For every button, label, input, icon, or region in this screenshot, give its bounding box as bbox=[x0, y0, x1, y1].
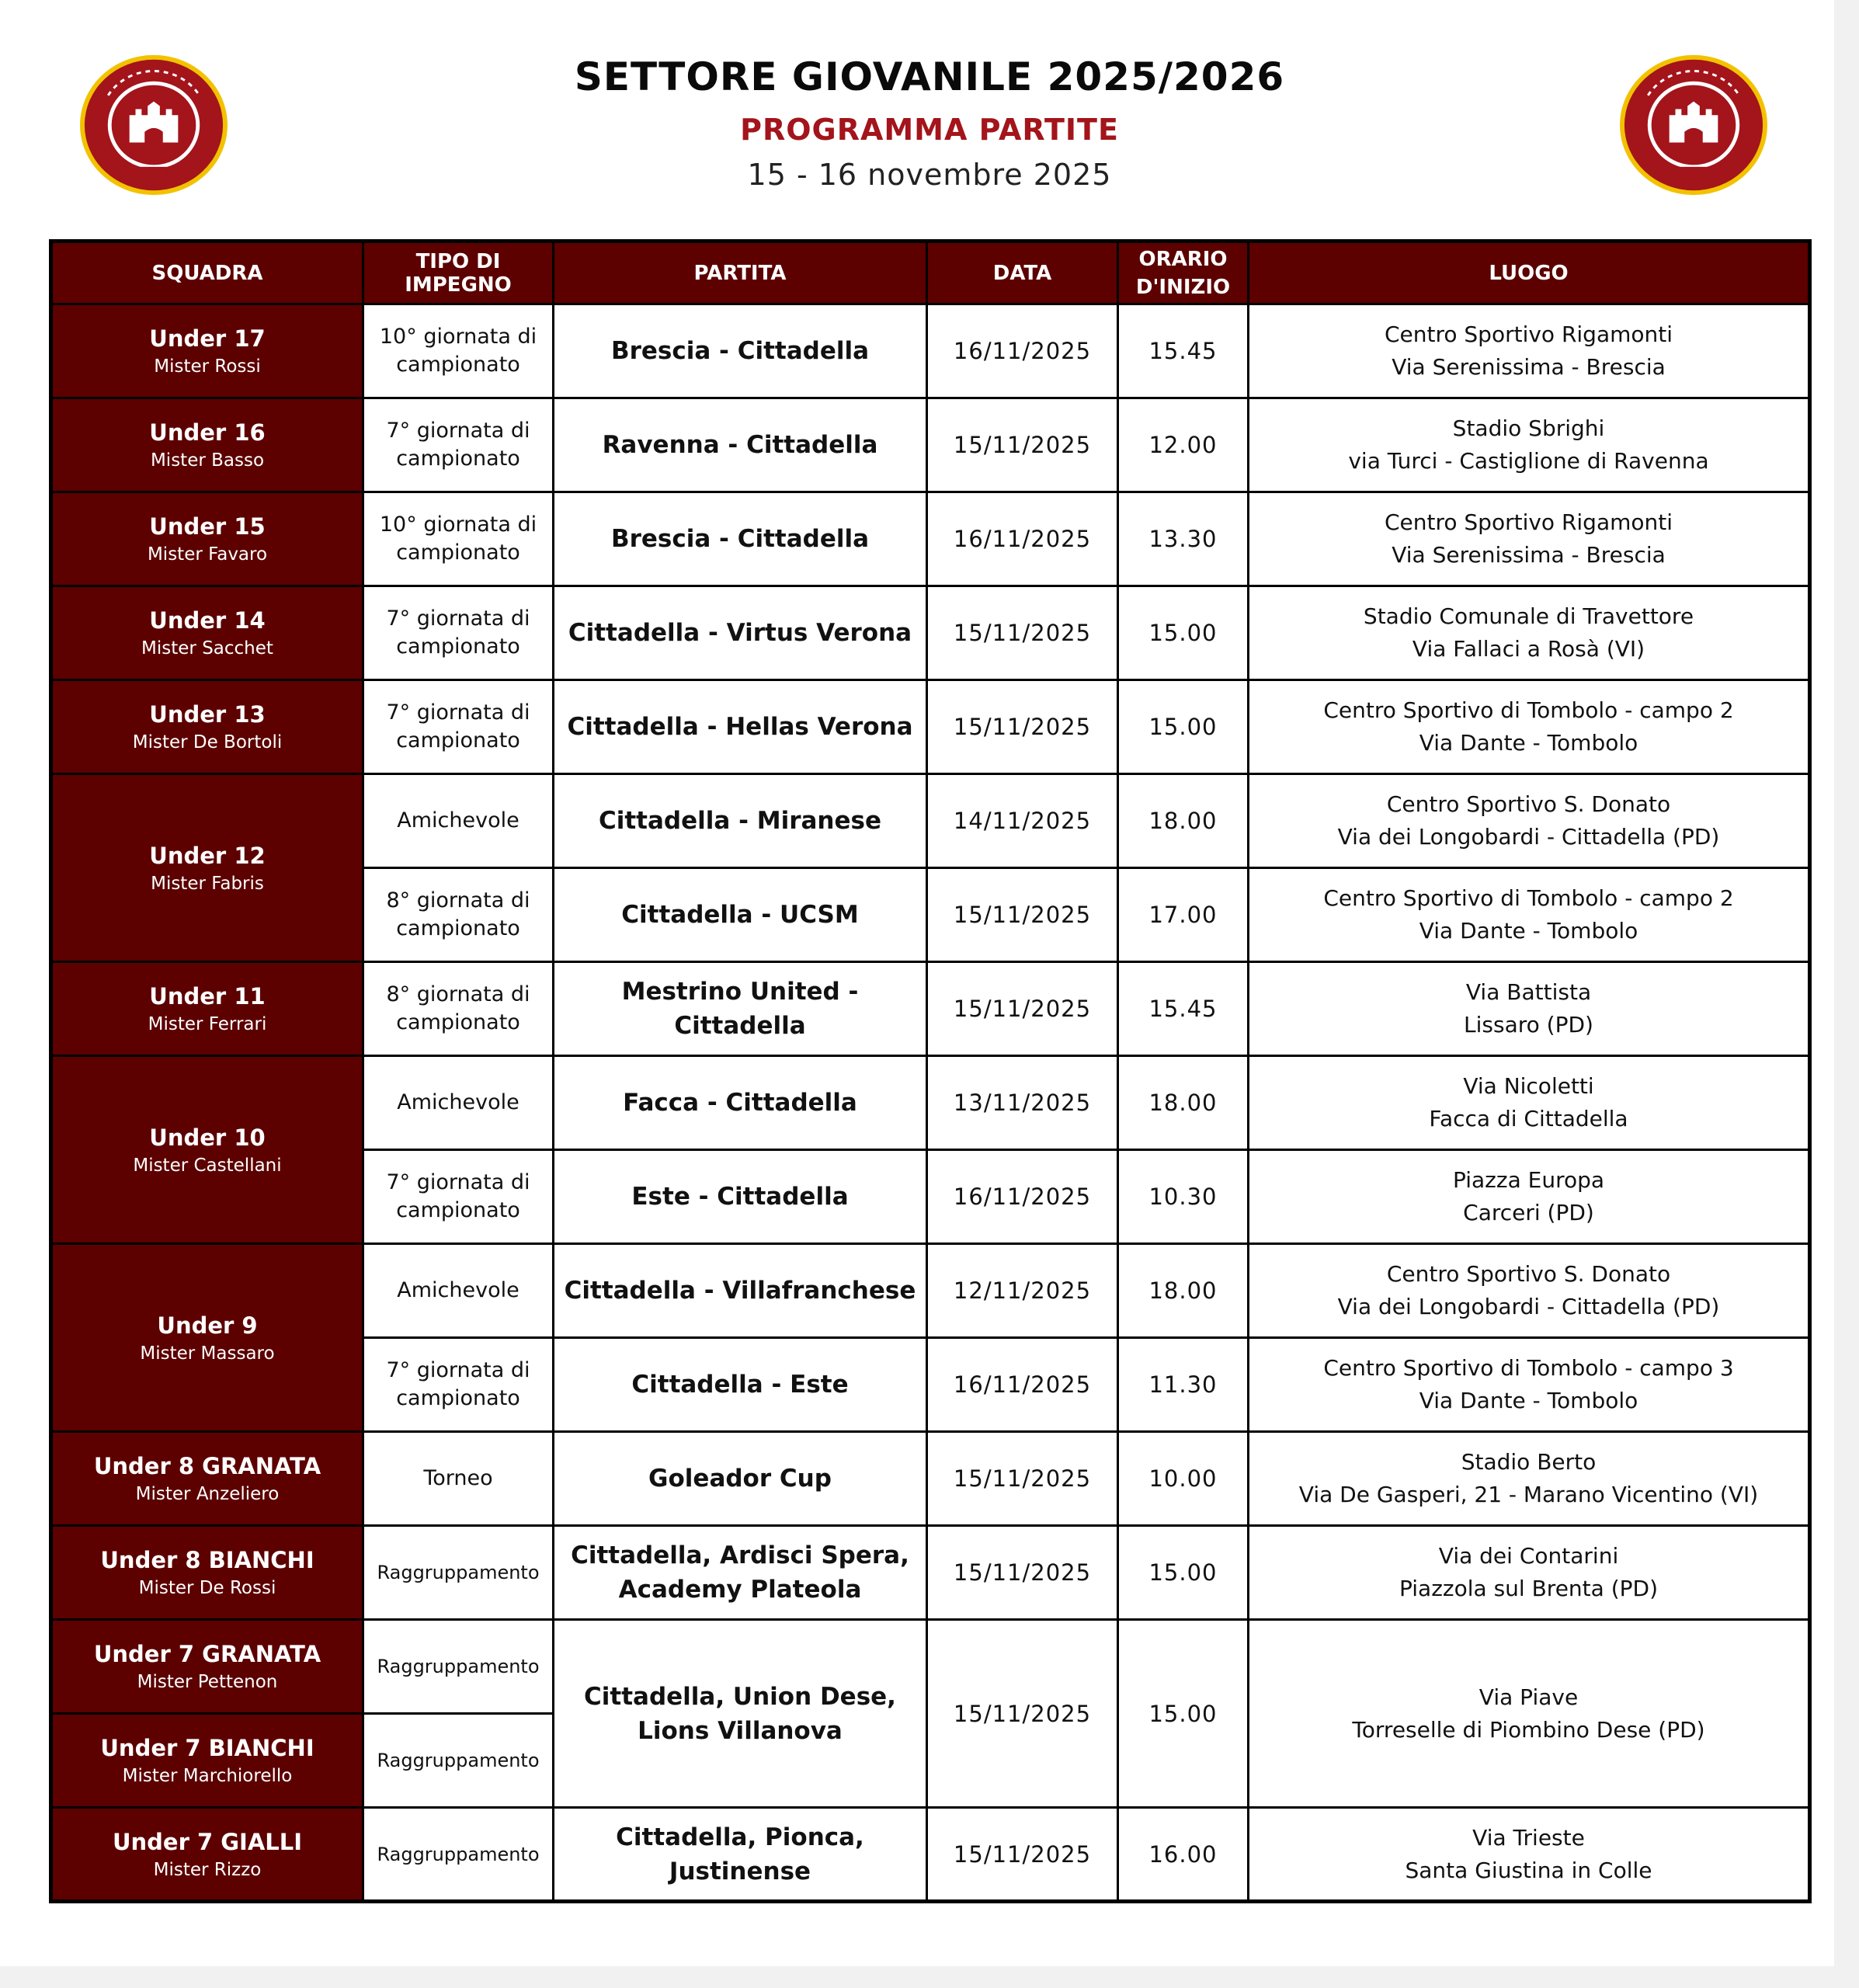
event-type bbox=[363, 1714, 554, 1808]
event-type bbox=[363, 1150, 554, 1244]
team-cell bbox=[51, 1432, 363, 1526]
event-type bbox=[363, 398, 554, 492]
venue bbox=[1249, 1620, 1810, 1808]
kickoff-time: 18.00 bbox=[1118, 1244, 1249, 1338]
page-edge-bottom bbox=[0, 1966, 1859, 1988]
match-date: 15/11/2025 bbox=[927, 680, 1118, 774]
venue bbox=[1249, 868, 1810, 962]
team-cell bbox=[51, 1526, 363, 1620]
venue bbox=[1249, 1808, 1810, 1902]
match-line1: Brescia - Cittadella bbox=[610, 525, 870, 553]
venue bbox=[1249, 304, 1810, 398]
coach-name: Mister Rizzo bbox=[153, 1859, 262, 1880]
event-type-line1: 7° giornata di bbox=[386, 419, 530, 443]
event-type-line1: 8° giornata di bbox=[386, 888, 530, 912]
event-type-line1: Amichevole bbox=[397, 1278, 519, 1302]
table-header-row bbox=[51, 242, 1810, 304]
event-type-line1: Amichevole bbox=[397, 808, 519, 832]
match-date: 15/11/2025 bbox=[927, 1432, 1118, 1526]
venue-line1: Stadio Comunale di Travettore bbox=[1363, 603, 1694, 629]
venue bbox=[1249, 962, 1810, 1056]
team-cell bbox=[51, 398, 363, 492]
venue bbox=[1249, 1150, 1810, 1244]
match bbox=[554, 1432, 927, 1526]
kickoff-time: 10.00 bbox=[1118, 1432, 1249, 1526]
venue bbox=[1249, 398, 1810, 492]
event-type-line2: campionato bbox=[396, 540, 520, 565]
kickoff-time: 15.00 bbox=[1118, 1620, 1249, 1808]
match-date: 16/11/2025 bbox=[927, 492, 1118, 586]
team-cell bbox=[51, 1714, 363, 1808]
event-type-line1: Raggruppamento bbox=[377, 1562, 540, 1583]
event-type bbox=[363, 1526, 554, 1620]
team-cell bbox=[51, 1056, 363, 1244]
venue-line2: Lissaro (PD) bbox=[1464, 1012, 1593, 1037]
event-type-line1: Torneo bbox=[423, 1466, 493, 1490]
match-line1: Cittadella, Pionca, Justinense bbox=[616, 1823, 864, 1885]
team-name: Under 7 GIALLI bbox=[112, 1828, 303, 1855]
venue-line2: Via Fallaci a Rosà (VI) bbox=[1412, 636, 1645, 662]
event-type-line1: Raggruppamento bbox=[377, 1656, 540, 1677]
venue bbox=[1249, 492, 1810, 586]
event-type-line2: campionato bbox=[396, 353, 520, 377]
venue-line2: Via Serenissima - Brescia bbox=[1392, 542, 1666, 568]
match bbox=[554, 586, 927, 680]
venue-line1: Piazza Europa bbox=[1452, 1167, 1605, 1193]
kickoff-time: 18.00 bbox=[1118, 774, 1249, 868]
match-date: 14/11/2025 bbox=[927, 774, 1118, 868]
match-date: 15/11/2025 bbox=[927, 398, 1118, 492]
team-cell bbox=[51, 774, 363, 962]
coach-name: Mister De Bortoli bbox=[132, 732, 283, 752]
venue bbox=[1249, 680, 1810, 774]
match-line1: Cittadella - Villafranchese bbox=[564, 1277, 916, 1305]
event-type bbox=[363, 868, 554, 962]
venue-line2: Torreselle di Piombino Dese (PD) bbox=[1352, 1716, 1705, 1743]
table-row bbox=[51, 304, 1810, 398]
kickoff-time: 17.00 bbox=[1118, 868, 1249, 962]
coach-name: Mister Rossi bbox=[154, 356, 261, 377]
event-type-line1: 10° giornata di bbox=[379, 325, 537, 349]
match bbox=[554, 1526, 927, 1620]
kickoff-time: 11.30 bbox=[1118, 1338, 1249, 1432]
venue bbox=[1249, 1338, 1810, 1432]
event-type-line2: campionato bbox=[396, 1386, 520, 1410]
match bbox=[554, 1620, 927, 1808]
match-date: 13/11/2025 bbox=[927, 1056, 1118, 1150]
coach-name: Mister De Rossi bbox=[138, 1578, 276, 1598]
match bbox=[554, 398, 927, 492]
match bbox=[554, 1338, 927, 1432]
kickoff-time: 15.45 bbox=[1118, 304, 1249, 398]
team-name: Under 13 bbox=[149, 701, 266, 728]
page-title: SETTORE GIOVANILE 2025/2026 bbox=[574, 54, 1285, 99]
event-type-line1: Raggruppamento bbox=[377, 1750, 540, 1771]
coach-name: Mister Pettenon bbox=[137, 1672, 278, 1692]
venue bbox=[1249, 1526, 1810, 1620]
venue-line1: Centro Sportivo Rigamonti bbox=[1384, 321, 1673, 347]
venue-line1: Via Piave bbox=[1479, 1684, 1579, 1710]
table-row bbox=[51, 1432, 1810, 1526]
team-name: Under 7 GRANATA bbox=[93, 1641, 321, 1667]
match bbox=[554, 492, 927, 586]
team-name: Under 7 BIANCHI bbox=[100, 1735, 314, 1761]
venue bbox=[1249, 586, 1810, 680]
team-name: Under 11 bbox=[149, 983, 266, 1010]
team-cell bbox=[51, 1808, 363, 1902]
table-row bbox=[51, 1808, 1810, 1902]
event-type-line2: campionato bbox=[396, 728, 520, 752]
event-type-line1: 7° giornata di bbox=[386, 700, 530, 725]
event-type-line1: 7° giornata di bbox=[386, 606, 530, 631]
venue-line2: Piazzola sul Brenta (PD) bbox=[1399, 1576, 1658, 1601]
match bbox=[554, 680, 927, 774]
match-line1: Cittadella, Ardisci Spera, bbox=[571, 1541, 909, 1569]
venue-line2: Via Dante - Tombolo bbox=[1419, 730, 1638, 756]
coach-name: Mister Marchiorello bbox=[122, 1766, 293, 1786]
venue-line2: Facca di Cittadella bbox=[1429, 1106, 1628, 1131]
venue-line1: Centro Sportivo di Tombolo - campo 2 bbox=[1323, 697, 1734, 723]
table-row bbox=[51, 1244, 1810, 1338]
table-row bbox=[51, 492, 1810, 586]
match-line1: Este - Cittadella bbox=[631, 1183, 849, 1211]
event-type-line2: campionato bbox=[396, 916, 520, 940]
event-type-line2: campionato bbox=[396, 1198, 520, 1222]
coach-name: Mister Favaro bbox=[147, 544, 268, 565]
event-type-line1: 7° giornata di bbox=[386, 1358, 530, 1382]
venue-line1: Centro Sportivo S. Donato bbox=[1386, 1261, 1671, 1287]
team-name: Under 17 bbox=[149, 325, 266, 352]
team-name: Under 14 bbox=[149, 607, 266, 634]
col-header-orario bbox=[1118, 242, 1249, 304]
match-date: 15/11/2025 bbox=[927, 586, 1118, 680]
coach-name: Mister Massaro bbox=[140, 1343, 275, 1364]
table-row bbox=[51, 774, 1810, 868]
event-type-line2: campionato bbox=[396, 634, 520, 659]
table-row bbox=[51, 680, 1810, 774]
table-row bbox=[51, 586, 1810, 680]
coach-name: Mister Fabris bbox=[151, 873, 264, 894]
event-type bbox=[363, 680, 554, 774]
table-row bbox=[51, 1526, 1810, 1620]
team-cell bbox=[51, 586, 363, 680]
page-date: 15 - 16 novembre 2025 bbox=[747, 158, 1112, 192]
match-line1: Goleador Cup bbox=[648, 1465, 832, 1493]
event-type-line1: 10° giornata di bbox=[379, 513, 537, 537]
event-type bbox=[363, 1432, 554, 1526]
team-name: Under 15 bbox=[149, 513, 266, 540]
table-row bbox=[51, 1620, 1810, 1714]
match-date: 15/11/2025 bbox=[927, 962, 1118, 1056]
venue-line2: Via Dante - Tombolo bbox=[1419, 918, 1638, 944]
match bbox=[554, 1244, 927, 1338]
venue-line1: Via dei Contarini bbox=[1438, 1543, 1619, 1569]
match bbox=[554, 304, 927, 398]
match-line2: Lions Villanova bbox=[638, 1716, 843, 1745]
match bbox=[554, 868, 927, 962]
match-date: 15/11/2025 bbox=[927, 1620, 1118, 1808]
team-name: Under 10 bbox=[149, 1124, 266, 1151]
match-line1: Facca - Cittadella bbox=[623, 1089, 857, 1117]
team-cell bbox=[51, 1620, 363, 1714]
match-date: 16/11/2025 bbox=[927, 1150, 1118, 1244]
event-type-line1: Amichevole bbox=[397, 1090, 519, 1114]
venue-line2: Via dei Longobardi - Cittadella (PD) bbox=[1337, 1294, 1720, 1319]
event-type bbox=[363, 492, 554, 586]
match-line1: Brescia - Cittadella bbox=[610, 337, 870, 365]
event-type bbox=[363, 774, 554, 868]
col-header-squadra: SQUADRA bbox=[51, 242, 363, 304]
table-row bbox=[51, 398, 1810, 492]
page-subtitle: PROGRAMMA PARTITE bbox=[740, 113, 1119, 147]
kickoff-time: 10.30 bbox=[1118, 1150, 1249, 1244]
venue-line2: Via dei Longobardi - Cittadella (PD) bbox=[1337, 824, 1720, 850]
page-edge-right bbox=[1834, 0, 1859, 1988]
event-type bbox=[363, 1620, 554, 1714]
match-line1: Cittadella - Hellas Verona bbox=[567, 713, 913, 741]
event-type bbox=[363, 962, 554, 1056]
match bbox=[554, 1056, 927, 1150]
col-header-orario-line2: D'INIZIO bbox=[1135, 275, 1231, 299]
team-name: Under 8 BIANCHI bbox=[100, 1547, 314, 1573]
coach-name: Mister Ferrari bbox=[148, 1014, 267, 1034]
venue-line2: via Turci - Castiglione di Ravenna bbox=[1348, 448, 1709, 474]
match-date: 16/11/2025 bbox=[927, 304, 1118, 398]
col-header-tipo: TIPO DI IMPEGNO bbox=[363, 242, 554, 304]
venue-line1: Via Trieste bbox=[1472, 1824, 1585, 1851]
match-date: 12/11/2025 bbox=[927, 1244, 1118, 1338]
team-cell bbox=[51, 680, 363, 774]
event-type bbox=[363, 1808, 554, 1902]
match bbox=[554, 1808, 927, 1902]
match bbox=[554, 962, 927, 1056]
match-line1: Cittadella - Este bbox=[631, 1371, 849, 1399]
venue-line1: Centro Sportivo S. Donato bbox=[1386, 791, 1671, 817]
venue-line2: Via De Gasperi, 21 - Marano Vicentino (VI) bbox=[1298, 1482, 1759, 1507]
coach-name: Mister Sacchet bbox=[141, 638, 273, 659]
venue-line2: Santa Giustina in Colle bbox=[1405, 1857, 1652, 1883]
kickoff-time: 12.00 bbox=[1118, 398, 1249, 492]
venue-line1: Via Battista bbox=[1465, 979, 1592, 1005]
venue bbox=[1249, 774, 1810, 868]
venue-line2: Via Serenissima - Brescia bbox=[1392, 354, 1666, 380]
kickoff-time: 15.00 bbox=[1118, 586, 1249, 680]
kickoff-time: 15.45 bbox=[1118, 962, 1249, 1056]
coach-name: Mister Castellani bbox=[133, 1155, 282, 1176]
team-cell bbox=[51, 492, 363, 586]
match-date: 15/11/2025 bbox=[927, 868, 1118, 962]
match-line1: Cittadella - UCSM bbox=[621, 901, 859, 929]
venue-line2: Via Dante - Tombolo bbox=[1419, 1388, 1638, 1413]
team-name: Under 16 bbox=[149, 419, 266, 446]
kickoff-time: 18.00 bbox=[1118, 1056, 1249, 1150]
col-header-partita: PARTITA bbox=[554, 242, 927, 304]
event-type-line2: campionato bbox=[396, 447, 520, 471]
match bbox=[554, 774, 927, 868]
event-type-line1: Raggruppamento bbox=[377, 1843, 540, 1865]
schedule-table bbox=[49, 239, 1812, 1903]
match-line1: Cittadella - Miranese bbox=[598, 807, 882, 835]
page-header bbox=[0, 0, 1859, 233]
coach-name: Mister Anzeliero bbox=[135, 1484, 280, 1504]
venue bbox=[1249, 1056, 1810, 1150]
venue-line1: Stadio Berto bbox=[1461, 1449, 1597, 1475]
kickoff-time: 16.00 bbox=[1118, 1808, 1249, 1902]
team-name: Under 9 bbox=[157, 1312, 258, 1339]
event-type bbox=[363, 1338, 554, 1432]
venue-line1: Via Nicoletti bbox=[1463, 1073, 1594, 1099]
kickoff-time: 13.30 bbox=[1118, 492, 1249, 586]
table-row bbox=[51, 962, 1810, 1056]
event-type bbox=[363, 304, 554, 398]
event-type-line1: 7° giornata di bbox=[386, 1170, 530, 1194]
col-header-data: DATA bbox=[927, 242, 1118, 304]
event-type bbox=[363, 586, 554, 680]
event-type-line1: 8° giornata di bbox=[386, 982, 530, 1006]
venue-line1: Centro Sportivo di Tombolo - campo 2 bbox=[1323, 885, 1734, 911]
venue-line1: Stadio Sbrighi bbox=[1452, 415, 1605, 441]
team-name: Under 8 GRANATA bbox=[93, 1453, 321, 1479]
match-line1: Cittadella - Virtus Verona bbox=[568, 619, 912, 647]
match-date: 16/11/2025 bbox=[927, 1338, 1118, 1432]
match-date: 15/11/2025 bbox=[927, 1808, 1118, 1902]
kickoff-time: 15.00 bbox=[1118, 680, 1249, 774]
match bbox=[554, 1150, 927, 1244]
coach-name: Mister Basso bbox=[150, 450, 265, 471]
match-line1: Ravenna - Cittadella bbox=[602, 431, 878, 459]
venue bbox=[1249, 1432, 1810, 1526]
venue-line1: Centro Sportivo Rigamonti bbox=[1384, 509, 1673, 535]
match-line1: Mestrino United - Cittadella bbox=[621, 978, 859, 1040]
match-line1: Cittadella, Union Dese, bbox=[584, 1682, 896, 1711]
event-type-line2: campionato bbox=[396, 1010, 520, 1034]
team-name: Under 12 bbox=[149, 842, 266, 869]
venue-line2: Carceri (PD) bbox=[1463, 1200, 1594, 1225]
event-type bbox=[363, 1056, 554, 1150]
team-cell bbox=[51, 304, 363, 398]
venue bbox=[1249, 1244, 1810, 1338]
team-cell bbox=[51, 1244, 363, 1432]
table-row bbox=[51, 1056, 1810, 1150]
event-type bbox=[363, 1244, 554, 1338]
col-header-orario-line1: ORARIO bbox=[1138, 247, 1228, 271]
match-date: 15/11/2025 bbox=[927, 1526, 1118, 1620]
venue-line1: Centro Sportivo di Tombolo - campo 3 bbox=[1323, 1355, 1734, 1381]
kickoff-time: 15.00 bbox=[1118, 1526, 1249, 1620]
col-header-luogo: LUOGO bbox=[1249, 242, 1810, 304]
team-cell bbox=[51, 962, 363, 1056]
match-line2: Academy Plateola bbox=[618, 1576, 862, 1604]
